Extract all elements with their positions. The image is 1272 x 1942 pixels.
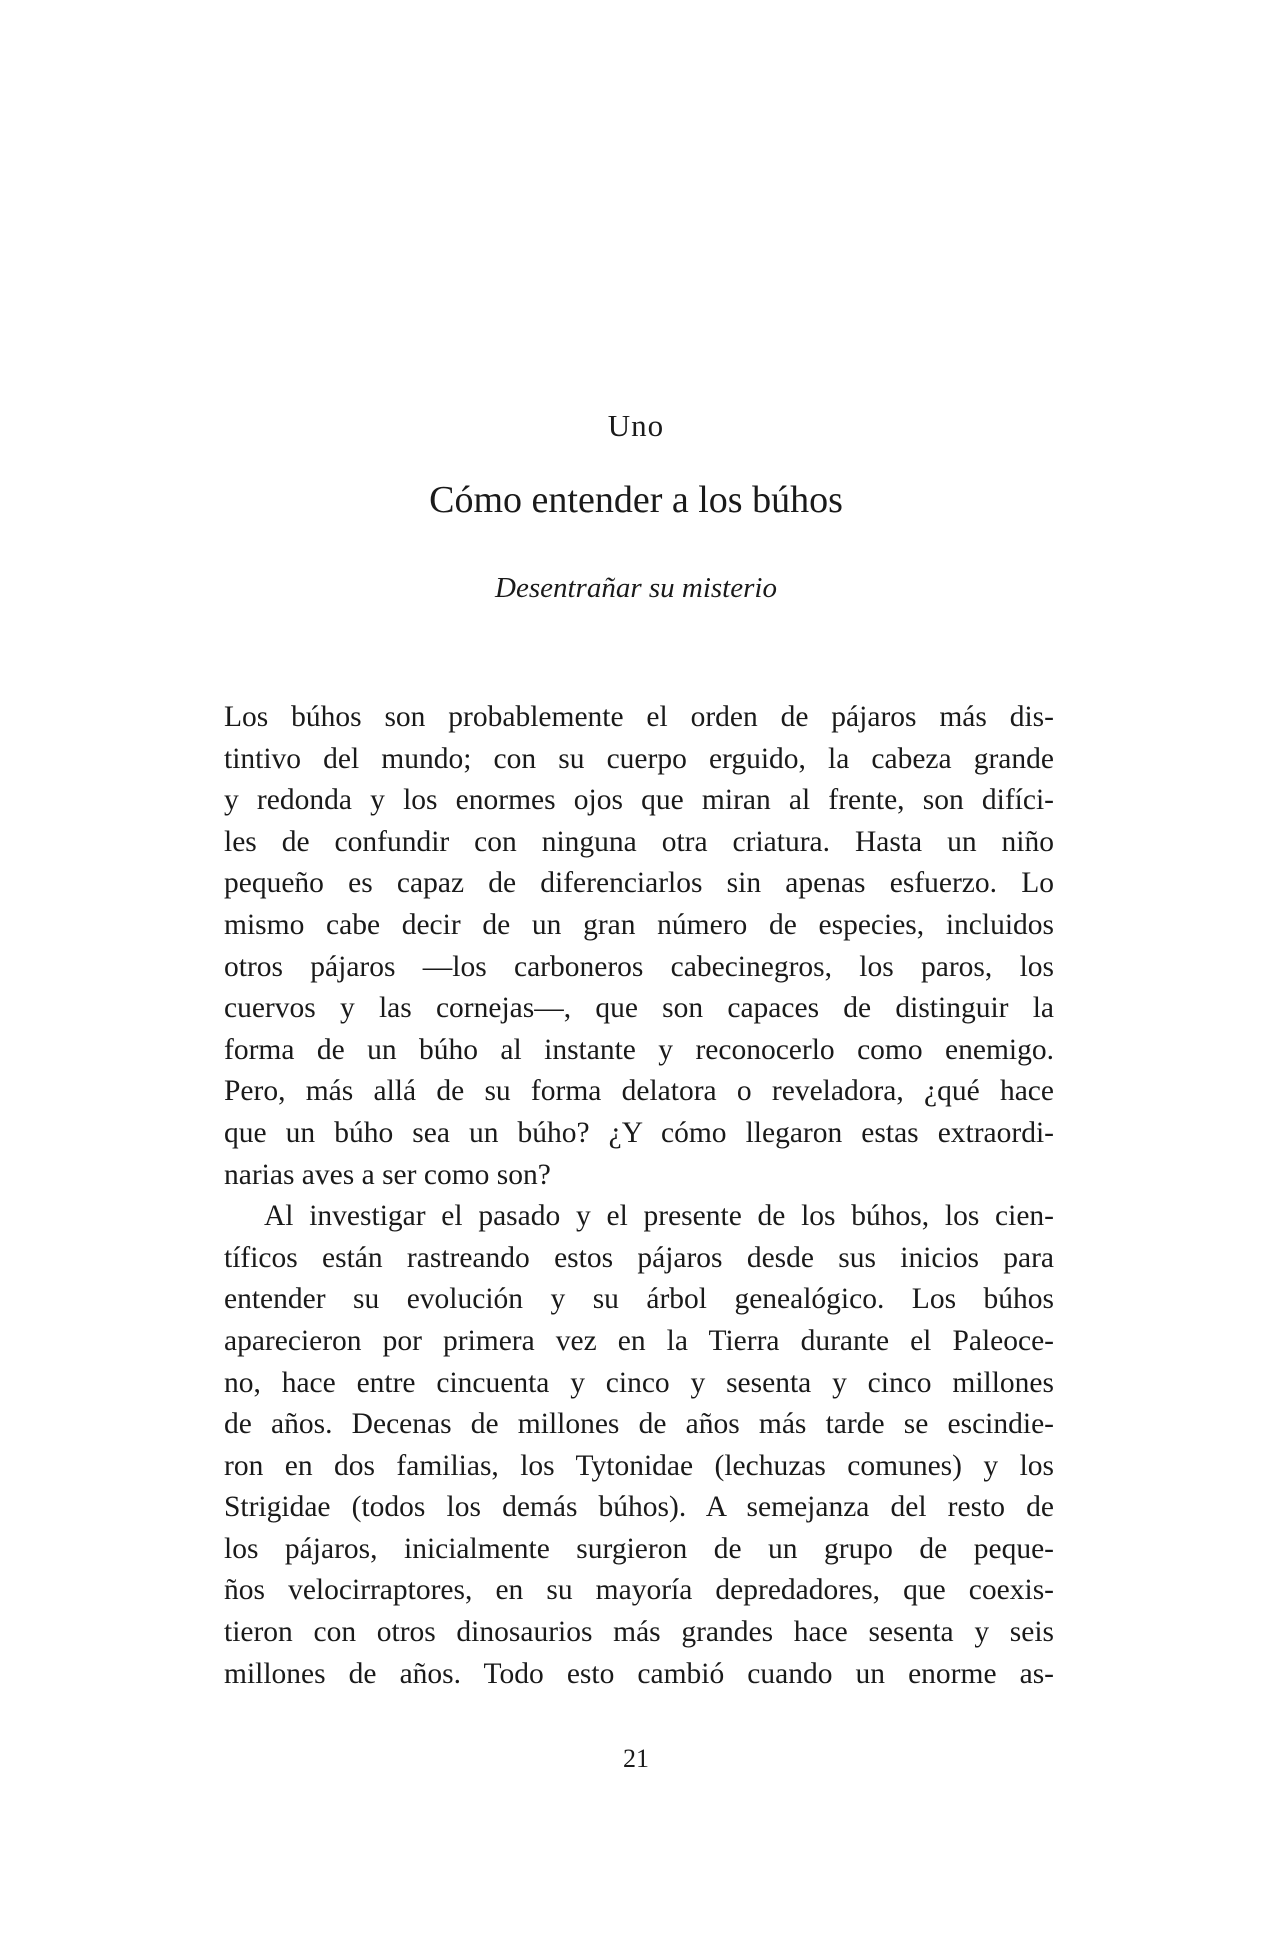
text-line: Los búhos son probablemente el orden de pájaros más dis- bbox=[224, 701, 1054, 733]
text-line: millones de años. Todo esto cambió cuando un enorme as- bbox=[224, 1657, 1054, 1690]
text-line: narias aves a ser como son? bbox=[224, 1158, 551, 1191]
text-line: de años. Decenas de millones de años más tarde se escindie- bbox=[224, 1408, 1054, 1441]
body-text bbox=[224, 697, 1054, 1695]
text-line: entender su evolución y su árbol genealógico. Los búhos bbox=[224, 1283, 1054, 1316]
text-line: tieron con otros dinosaurios más grandes hace sesenta y seis bbox=[224, 1616, 1054, 1649]
text-line: que un búho sea un búho? ¿Y cómo llegaron estas extraordi- bbox=[224, 1116, 1054, 1149]
text-line: ron en dos familias, los Tytonidae (lechuzas comunes) y los bbox=[224, 1449, 1054, 1482]
text-line: cuervos y las cornejas—, que son capaces de distinguir la bbox=[224, 992, 1054, 1025]
text-line: los pájaros, inicialmente surgieron de un grupo de peque- bbox=[224, 1532, 1054, 1565]
text-line: ños velocirraptores, en su mayoría depredadores, que coexis- bbox=[224, 1574, 1054, 1607]
text-line: tintivo del mundo; con su cuerpo erguido, la cabeza grande bbox=[224, 742, 1054, 775]
text-line: aparecieron por primera vez en la Tierra durante el Paleoce- bbox=[224, 1324, 1054, 1357]
paragraph-2 bbox=[224, 1196, 1054, 1695]
paragraph-1 bbox=[224, 697, 1054, 1196]
chapter-title: Cómo entender a los búhos bbox=[429, 479, 843, 521]
text-line: otros pájaros —los carboneros cabecinegros, los paros, los bbox=[224, 950, 1054, 983]
chapter-number: Uno bbox=[607, 408, 665, 443]
page-number: 21 bbox=[623, 1744, 649, 1773]
text-line: forma de un búho al instante y reconocerlo como enemigo. bbox=[224, 1033, 1054, 1066]
text-line: pequeño es capaz de diferenciarlos sin apenas esfuerzo. Lo bbox=[224, 867, 1054, 900]
chapter-subtitle: Desentrañar su misterio bbox=[495, 572, 777, 604]
text-line: Pero, más allá de su forma delatora o reveladora, ¿qué hace bbox=[224, 1075, 1054, 1108]
text-line: mismo cabe decir de un gran número de especies, incluidos bbox=[224, 908, 1054, 941]
text-line: tíficos están rastreando estos pájaros desde sus inicios para bbox=[224, 1241, 1054, 1274]
text-line: les de confundir con ninguna otra criatura. Hasta un niño bbox=[224, 825, 1054, 858]
text-line: no, hace entre cincuenta y cinco y sesenta y cinco millones bbox=[224, 1366, 1054, 1399]
text-line: y redonda y los enormes ojos que miran al frente, son difíci- bbox=[224, 784, 1054, 817]
text-line: Al investigar el pasado y el presente de los búhos, los cien- bbox=[264, 1200, 1054, 1233]
text-line: Strigidae (todos los demás búhos). A semejanza del resto de bbox=[224, 1491, 1054, 1524]
